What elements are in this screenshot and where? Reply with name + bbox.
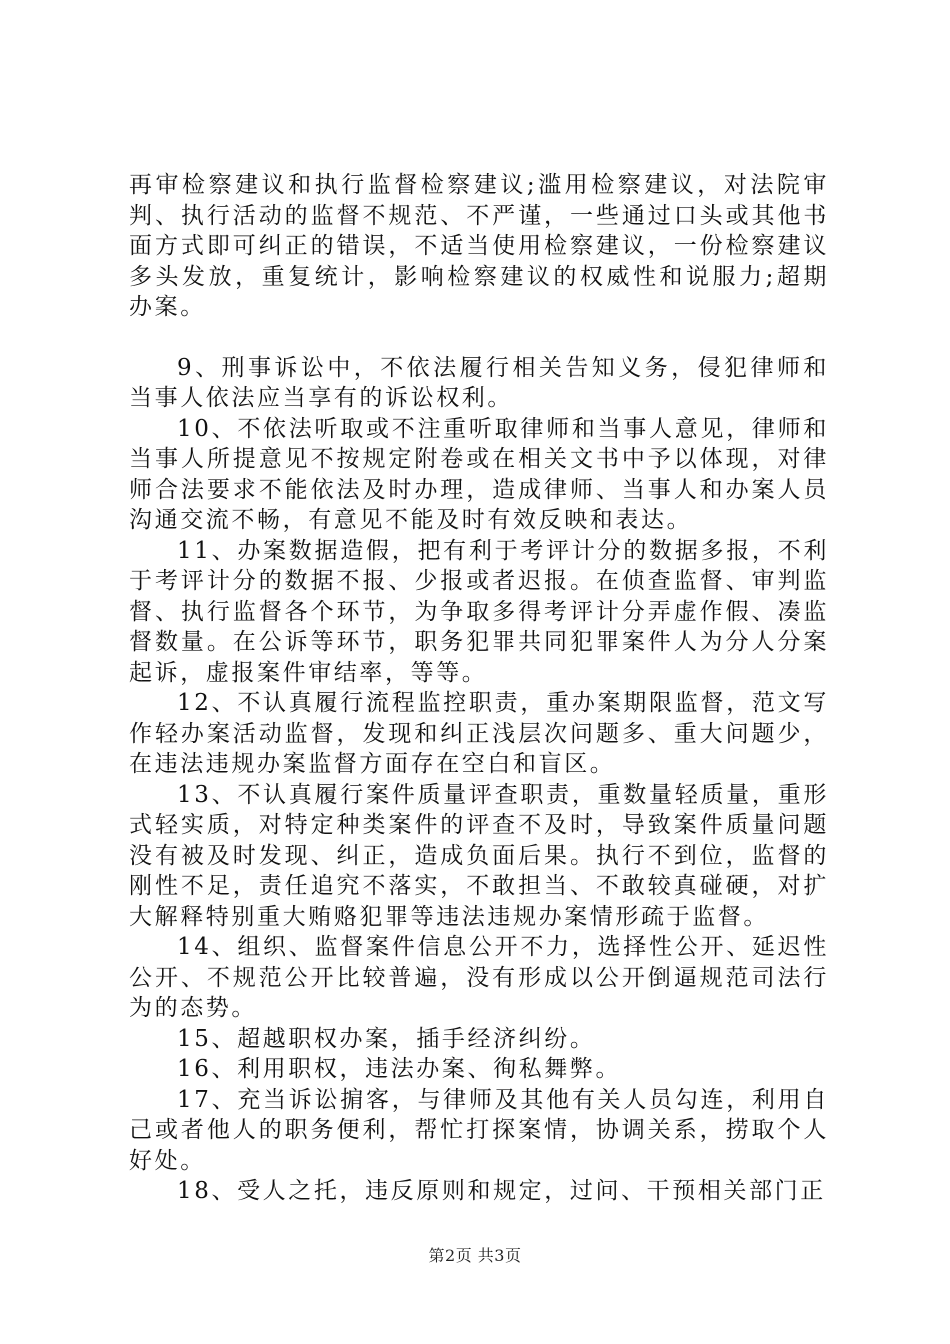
paragraph-item-16: 16、利用职权，违法办案、徇私舞弊。 xyxy=(177,1056,622,1082)
paragraph-continuation: 再审检察建议和执行监督检察建议;滥用检察建议，对法院审判、执行活动的监督不规范、不严谨，一些通过口头或其他书面方式即可纠正的错误，不适当使用检察建议，一份检察建议多头发放，重复统计，影响检察建议的权威性和说服力;超期办案。 xyxy=(129,172,829,320)
paragraph-item-14: 14、组织、监督案件信息公开不力，选择性公开、延迟性公开、不规范公开比较普遍，没有形成以公开倒逼规范司法行为的态势。 xyxy=(129,934,829,1021)
page-number-footer: 第2页 共3页 xyxy=(428,1246,522,1265)
paragraph-item-12: 12、不认真履行流程监控职责，重办案期限监督，范文写作轻办案活动监督，发现和纠正浅层次问题多、重大问题少，在违法违规办案监督方面存在空白和盲区。 xyxy=(129,690,829,777)
paragraph-item-18: 18、受人之托，违反原则和规定，过问、干预相关部门正 xyxy=(177,1178,826,1204)
paragraph-item-10: 10、不依法听取或不注重听取律师和当事人意见，律师和当事人所提意见不按规定附卷或在相关文书中予以体现，对律师合法要求不能依法及时办理，造成律师、当事人和办案人员沟通交流不畅，有意见不能及时有效反映和表达。 xyxy=(129,415,829,533)
paragraph-item-9: 9、刑事诉讼中，不依法履行相关告知义务，侵犯律师和当事人依法应当享有的诉讼权利。 xyxy=(129,354,829,411)
document-body xyxy=(129,170,829,1207)
paragraph-item-15: 15、超越职权办案，插手经济纠纷。 xyxy=(177,1025,596,1052)
paragraph-item-13: 13、不认真履行案件质量评查职责，重数量轻质量，重形式轻实质，对特定种类案件的评查不及时，导致案件质量问题没有被及时发现、纠正，造成负面后果。执行不到位，监督的刚性不足，责任追究不落实，不敢担当、不敢较真碰硬，对扩大解释特别重大贿赂犯罪等违法违规办案情形疏于监督。 xyxy=(129,781,829,930)
paragraph-item-11: 11、办案数据造假，把有利于考评计分的数据多报，不利于考评计分的数据不报、少报或者迟报。在侦查监督、审判监督、执行监督各个环节，为争取多得考评计分弄虚作假、凑监督数量。在公诉等环节，职务犯罪共同犯罪案件人为分人分案起诉，虚报案件审结率，等等。 xyxy=(129,537,829,686)
paragraph-item-17: 17、充当诉讼掮客，与律师及其他有关人员勾连，利用自己或者他人的职务便利，帮忙打探案情，协调关系，捞取个人好处。 xyxy=(129,1086,829,1174)
